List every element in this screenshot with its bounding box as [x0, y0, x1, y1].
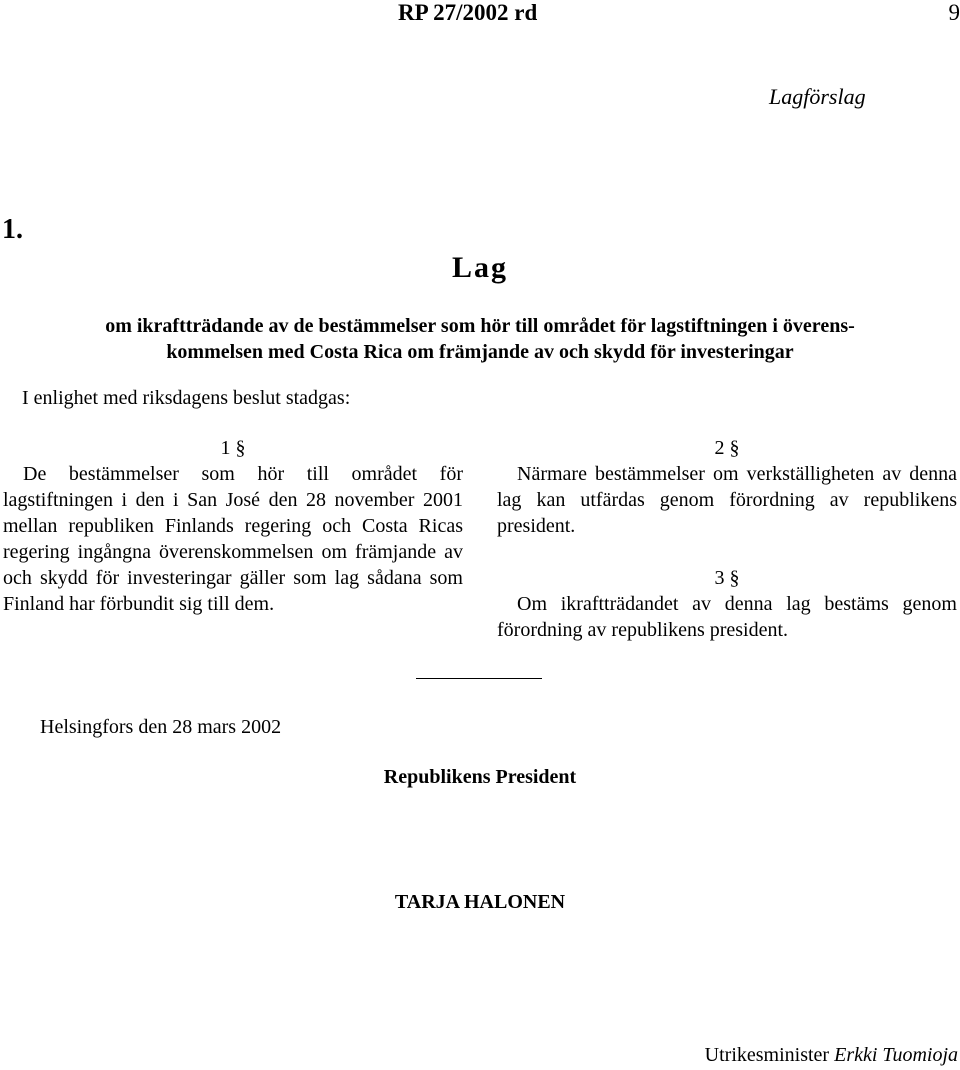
paragraph-2-text: Närmare bestämmelser om verkställigheten av denna lag kan utfärdas genom förordning av republikens president.: [497, 463, 957, 537]
section-label: Lagförslag: [769, 84, 866, 109]
paragraph-2-number: 2 §: [714, 437, 740, 459]
paragraph-3-number: 3 §: [714, 567, 740, 589]
right-column: [497, 435, 957, 643]
minister-name: Erkki Tuomioja: [834, 1044, 958, 1066]
law-subtitle: [20, 313, 940, 365]
law-title: Lag: [451, 251, 508, 284]
minister-title: Utrikesminister: [704, 1044, 830, 1066]
enacting-clause: I enlighet med riksdagens beslut stadgas:: [22, 387, 351, 409]
law-subtitle-line-2: kommelsen med Costa Rica om främjande av och skydd för investeringar: [166, 341, 794, 363]
law-number: 1.: [2, 214, 23, 245]
paragraph-1-text: De bestämmelser som hör till området för lagstiftningen i den i San José den 28 november 2001 mellan republiken Finlands regering och Costa Ricas regering ingångna överenskommelsen om främjande av och skydd för investeringar gäller som lag sådana som Finland har förbundit sig till dem.: [3, 463, 463, 615]
left-column: [3, 435, 463, 617]
paragraph-1-number: 1 §: [220, 437, 246, 459]
divider-rule: [416, 678, 542, 679]
president-name: TARJA HALONEN: [394, 891, 566, 913]
law-subtitle-line-1: om ikraftträdande av de bestämmelser som hör till området för lagstiftningen i överens-: [105, 315, 855, 337]
place-date: Helsingfors den 28 mars 2002: [40, 716, 282, 738]
president-title: Republikens President: [383, 766, 577, 788]
paragraph-3-text: Om ikraftträdandet av denna lag bestäms genom förordning av republikens president.: [497, 593, 957, 641]
minister-signature: [705, 1042, 958, 1068]
page-number: 9: [948, 0, 960, 25]
document-reference: RP 27/2002 rd: [398, 0, 538, 25]
